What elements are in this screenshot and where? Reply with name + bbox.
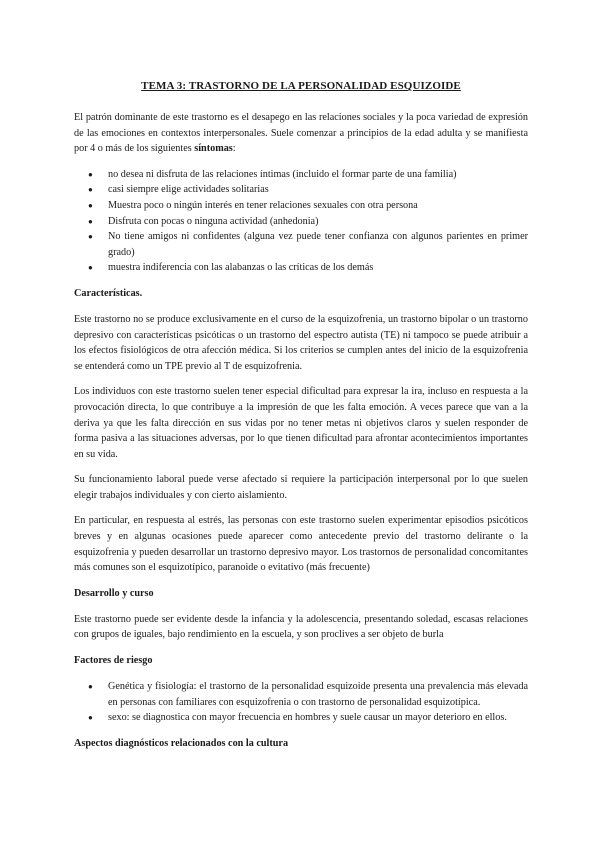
document-page (74, 70, 528, 762)
list-item (74, 182, 528, 198)
paragraph: Este trastorno no se produce exclusivamente en el curso de la esquizofrenia, un trastorno bipolar o un trastorno depresivo con características psicóticas o un trastorno del espectro autista (TE) ni tampoco se puede atribuir a los efectos fisiológicos de otra afección médica. Si los criterios se cumplen antes del inicio de la esquizofrenia se entenderá como un TPE previo al T de esquizofrenia. (74, 313, 528, 372)
bullet-icon: ● (88, 185, 93, 195)
section-heading-cultura: Aspectos diagnósticos relacionados con la cultura (74, 737, 289, 749)
paragraph: Este trastorno puede ser evidente desde la infancia y la adolescencia, presentando soledad, escasas relaciones con grupos de iguales, bajo rendimiento en la escuela, y son proclives a ser objeto de burla (74, 613, 528, 641)
bullet-icon: ● (88, 200, 93, 210)
risk-factors-list (74, 679, 528, 726)
list-item (74, 214, 528, 230)
bullet-icon: ● (88, 263, 93, 273)
bullet-icon: ● (88, 169, 93, 179)
list-item-text: Disfruta con pocas o ninguna actividad (anhedonia) (108, 215, 319, 227)
list-item-text: Muestra poco o ningún interés en tener relaciones sexuales con otra persona (108, 199, 418, 211)
section-heading-factores: Factores de riesgo (74, 655, 153, 667)
paragraph: Los individuos con este trastorno suelen tener especial dificultad para expresar la ira, incluso en respuesta a la provocación directa, lo que contribuye a la impresión de que les falta emoción. A veces parece que van a la deriva ya que les falta dirección en sus vidas por no tener metas ni objetivos claros y suelen responder de forma pasiva a las situaciones adversas, por lo que tienen dificultad para afrontar acontecimientos importantes en su vida. (74, 386, 528, 460)
list-item-text: casi siempre elige actividades solitarias (108, 184, 269, 196)
paragraph: En particular, en respuesta al estrés, las personas con este trastorno suelen experimentar episodios psicóticos breves y en algunas ocasiones puede aparecer como antecedente previo del trastorno delirante o la esquizofrenia y pueden desarrollar un trastorno depresivo mayor. Los trastornos de personalidad concomitantes más comunes son el esquizotípico, paranoide o evitativo (más frecuente) (74, 515, 528, 574)
list-item-text: no desea ni disfruta de las relaciones íntimas (incluido el formar parte de una familia) (108, 168, 457, 180)
page-title: TEMA 3: TRASTORNO DE LA PERSONALIDAD ESQUIZOIDE (141, 80, 461, 92)
bullet-icon: ● (88, 713, 93, 723)
bullet-icon: ● (88, 682, 93, 692)
section-heading-desarrollo: Desarrollo y curso (74, 587, 154, 599)
list-item (74, 260, 528, 276)
bullet-icon: ● (88, 232, 93, 242)
intro-end: : (232, 143, 236, 155)
list-item-text: sexo: se diagnostica con mayor frecuencia en hombres y suele causar un mayor deterioro en ellos. (108, 712, 507, 724)
intro-bold-term: síntomas (194, 143, 233, 155)
list-item-text: Genética y fisiología: el trastorno de la personalidad esquizoide presenta una prevalencia más elevada en personas con familiares con esquizofrenia o con trastorno de personalidad esquizotípica. (108, 681, 528, 708)
symptoms-list (74, 167, 528, 276)
intro-text: El patrón dominante de este trastorno es el desapego en las relaciones sociales y la poca variedad de expresión de las emociones en contextos interpersonales. Suele comenzar a principios de la edad adulta y se manifiesta por 4 o más de los siguientes (74, 112, 528, 155)
list-item (74, 710, 528, 726)
list-item (74, 679, 528, 710)
bullet-icon: ● (88, 216, 93, 226)
list-item (74, 229, 528, 260)
intro-paragraph (74, 110, 528, 157)
list-item-text: muestra indiferencia con las alabanzas o las críticas de los demás (108, 262, 374, 274)
list-item (74, 167, 528, 183)
list-item (74, 198, 528, 214)
list-item-text: No tiene amigos ni confidentes (alguna vez puede tener confianza con algunos parientes en primer grado) (108, 231, 528, 258)
section-heading-caracteristicas: Características. (74, 287, 143, 299)
paragraph: Su funcionamiento laboral puede verse afectado si requiere la participación interpersonal por lo que suelen elegir trabajos individuales y con cierto aislamiento. (74, 474, 528, 501)
